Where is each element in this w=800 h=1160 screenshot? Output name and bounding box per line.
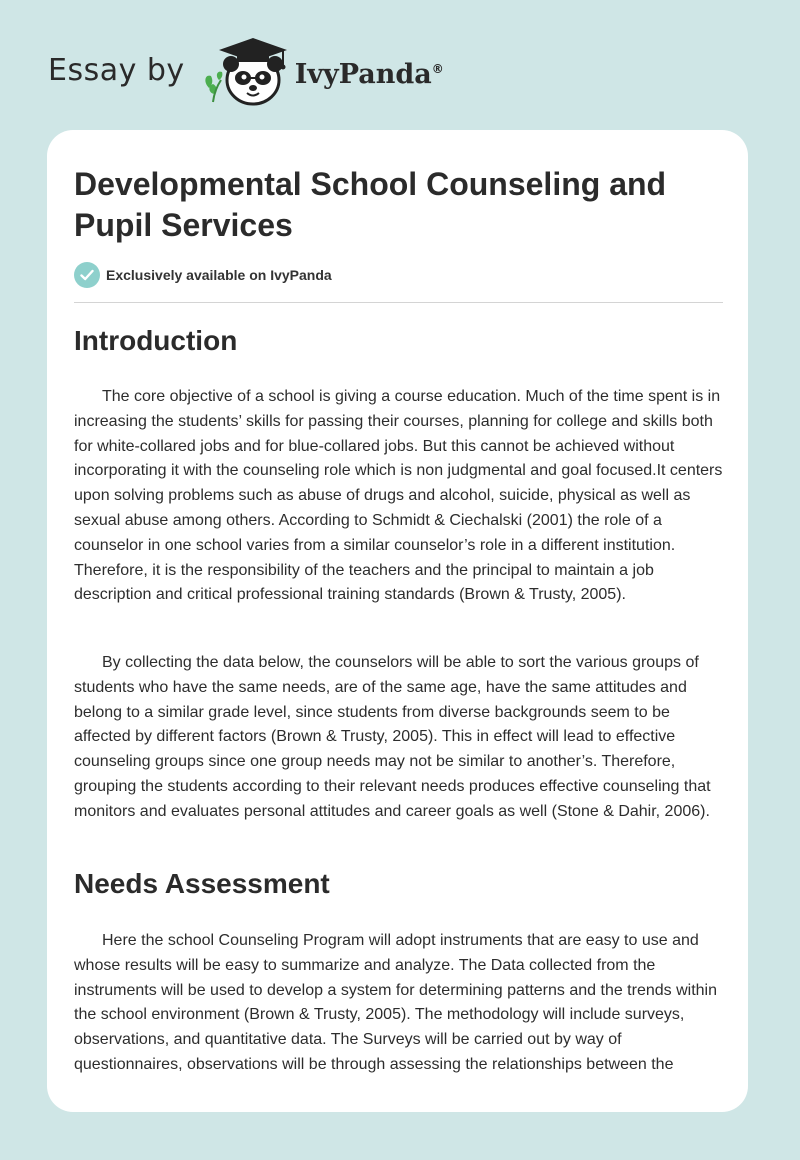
registered-mark: ® — [431, 61, 444, 76]
graduation-panda-icon — [199, 36, 291, 108]
brand-header[interactable] — [48, 36, 444, 108]
article-card — [47, 130, 748, 1112]
section-heading-introduction: Introduction — [74, 325, 238, 356]
section-heading-needs-assessment: Needs Assessment — [74, 868, 330, 899]
paragraph-intro-2: By collecting the data below, the counselors will be able to sort the various groups of students who have the same needs, are of the same age, have the same attitudes and belong to a similar grade level, since students from diverse backgrounds seem to be affected by different factors (Brown & Trusty, 2005). This in effect will lead to effective counseling groups since one group needs may not be similar to another’s. Therefore, grouping the students according to their relevant needs produces effective counseling that monitors and evaluates personal attitudes and career goals as well (Stone & Dahir, 2006). — [74, 654, 711, 820]
exclusive-badge — [74, 262, 332, 288]
exclusive-label: Exclusively available on IvyPanda — [106, 267, 332, 283]
brand-name-text: IvyPanda — [294, 58, 432, 90]
brand-prefix: Essay by — [48, 52, 185, 88]
article-title: Developmental School Counseling and Pupil Services — [74, 166, 667, 243]
brand-name — [295, 59, 444, 90]
paragraph-intro-1: The core objective of a school is giving a course education. Much of the time spent is in increasing the students’ skills for passing their courses, planning for college and skills both for white-collared jobs and for blue-collared jobs. But this cannot be achieved without incorporating it with the counseling role which is non judgmental and goal focused.It centers upon solving problems such as abuse of drugs and alcohol, suicide, physical as well as sexual abuse among others. According to Schmidt & Ciechalski (2001) the role of a counselor in one school varies from a similar counselor’s role in a different institution. Therefore, it is the responsibility of the teachers and the principal to maintain a job description and critical professional training standards (Brown & Trusty, 2005). — [74, 388, 723, 604]
check-icon — [74, 262, 100, 288]
divider — [74, 302, 723, 303]
paragraph-needs-1: Here the school Counseling Program will adopt instruments that are easy to use and whose results will be easy to summarize and analyze. The Data collected from the instruments will be used to develop a system for determining patterns and the trends within the school environment (Brown & Trusty, 2005). The methodology will include surveys, observations, and quantitative data. The Surveys will be carried out by way of questionnaires, observations will be through assessing the relationships between the — [74, 932, 717, 1073]
